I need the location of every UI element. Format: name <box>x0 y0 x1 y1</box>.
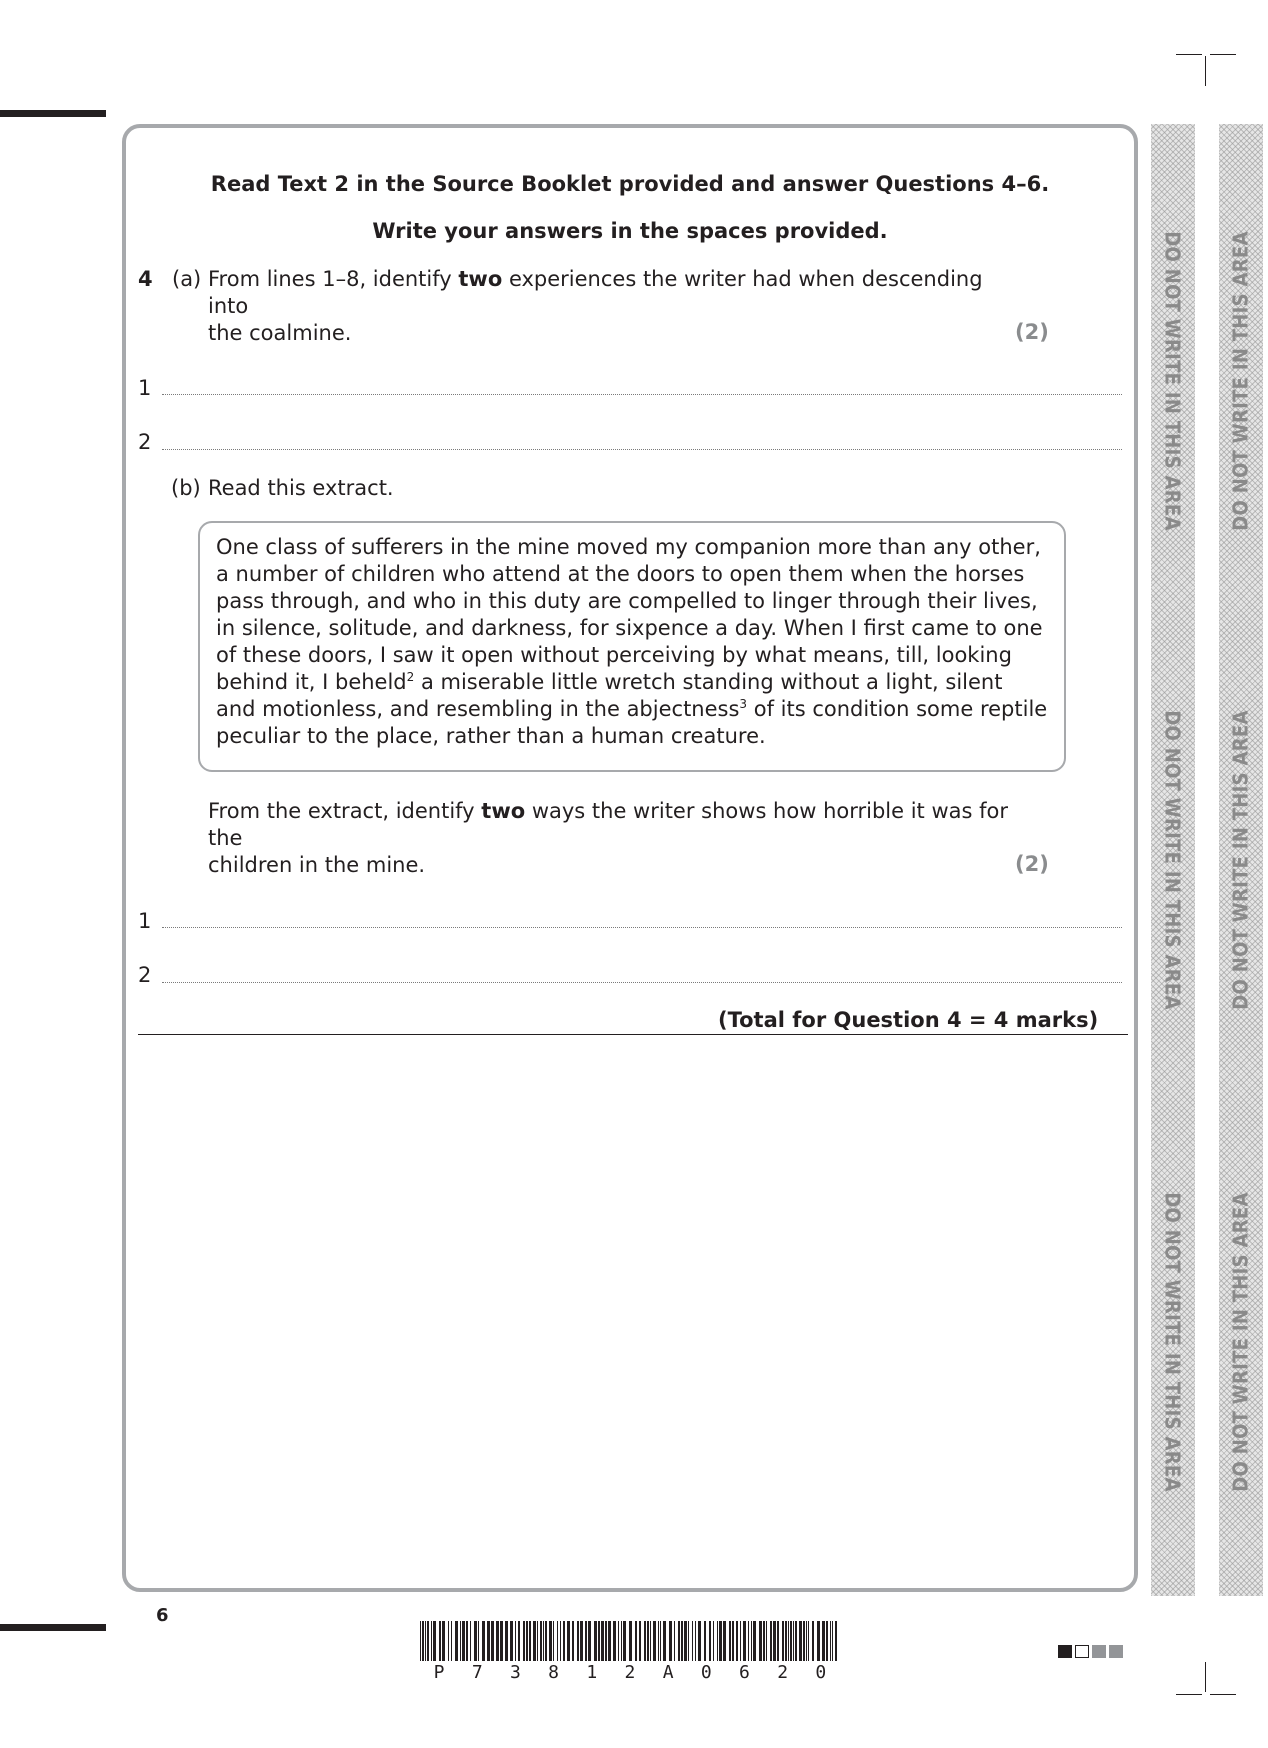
crop-mark <box>1176 54 1202 55</box>
margin-warning: DO NOT WRITE IN THIS AREA <box>1161 710 1185 1010</box>
barcode-bar <box>695 1621 696 1661</box>
barcode-bar <box>431 1621 432 1661</box>
part-a-label: (a) <box>172 267 202 291</box>
barcode-digit: 0 <box>700 1662 712 1683</box>
barcode-digits <box>420 1662 840 1683</box>
part-a-question: From lines 1–8, identify two experiences the writer had when descending into the coalmine. <box>208 267 983 345</box>
barcode-bar <box>523 1621 525 1661</box>
margin-warning: DO NOT WRITE IN THIS AREA <box>1161 1192 1185 1492</box>
barcode-bar <box>533 1621 536 1661</box>
barcode <box>420 1621 840 1661</box>
answer-label: 1 <box>138 376 152 400</box>
barcode-bar <box>766 1621 767 1661</box>
binding-mark-top <box>0 110 106 117</box>
page-indicator-box <box>1092 1645 1106 1658</box>
crop-mark <box>1210 54 1236 55</box>
barcode-bar <box>790 1621 792 1661</box>
part-b-intro: Read this extract. <box>208 476 394 500</box>
page-number: 6 <box>156 1605 169 1626</box>
crop-mark <box>1176 1694 1202 1695</box>
answer-line-b1[interactable] <box>162 927 1122 928</box>
barcode-bar <box>543 1621 544 1661</box>
barcode-bar <box>422 1621 424 1661</box>
barcode-bar <box>621 1621 622 1661</box>
barcode-bar <box>773 1621 776 1661</box>
barcode-bar <box>478 1621 479 1661</box>
barcode-bar <box>482 1621 485 1661</box>
barcode-bar <box>577 1621 579 1661</box>
extract-line: in silence, solitude, and darkness, for sixpence a day. When I first came to one <box>216 616 1043 640</box>
barcode-bar <box>549 1621 552 1661</box>
barcode-bar <box>743 1621 746 1661</box>
barcode-bar <box>537 1621 538 1661</box>
barcode-bar <box>462 1621 465 1661</box>
barcode-bar <box>658 1621 659 1661</box>
barcode-bar <box>557 1621 558 1661</box>
extract-line: behind it, I beheld$^2$ a miserable little wretch standing without a light, silent <box>216 670 1003 694</box>
margin-warning: DO NOT WRITE IN THIS AREA <box>1229 231 1253 531</box>
barcode-bar <box>608 1621 611 1661</box>
barcode-bar <box>560 1621 561 1661</box>
barcode-digit: 6 <box>739 1662 750 1683</box>
barcode-digit: A <box>662 1662 674 1683</box>
barcode-bar <box>585 1621 587 1661</box>
barcode-bar <box>660 1621 661 1661</box>
barcode-bar <box>515 1621 516 1661</box>
barcode-bar <box>540 1621 542 1661</box>
crop-mark <box>1205 1662 1206 1692</box>
crop-mark <box>1210 1694 1236 1695</box>
page-indicator-box <box>1058 1645 1072 1658</box>
barcode-bar <box>770 1621 772 1661</box>
total-marks: (Total for Question 4 = 4 marks) <box>718 1008 1099 1032</box>
barcode-bar <box>644 1621 646 1661</box>
barcode-bar <box>698 1621 701 1661</box>
barcode-bar <box>563 1621 565 1661</box>
barcode-bar <box>455 1621 458 1661</box>
barcode-bar <box>788 1621 789 1661</box>
total-divider <box>138 1034 1128 1035</box>
barcode-bar <box>799 1621 802 1661</box>
extract-text <box>216 534 1056 750</box>
question-number: 4 <box>138 267 153 291</box>
barcode-digit: 1 <box>586 1662 598 1683</box>
margin-warning: DO NOT WRITE IN THIS AREA <box>1229 1192 1253 1492</box>
barcode-bar <box>491 1621 494 1661</box>
barcode-bar <box>623 1621 626 1661</box>
part-b-marks: (2) <box>1015 852 1049 876</box>
barcode-bar <box>510 1621 513 1661</box>
page-indicator-box <box>1109 1645 1123 1658</box>
barcode-bar <box>663 1621 666 1661</box>
barcode-bar <box>826 1621 828 1661</box>
barcode-bar <box>709 1621 711 1661</box>
barcode-bar <box>594 1621 597 1661</box>
extract-line: pass through, and who in this duty are compelled to linger through their lives, <box>216 589 1038 613</box>
barcode-bar <box>782 1621 784 1661</box>
barcode-bar <box>736 1621 738 1661</box>
barcode-bar <box>639 1621 641 1661</box>
answer-line-a1[interactable] <box>162 394 1122 395</box>
barcode-bar <box>704 1621 706 1661</box>
extract-line: One class of sufferers in the mine moved my companion more than any other, <box>216 535 1041 559</box>
answer-label: 1 <box>138 909 152 933</box>
instruction-subheading: Write your answers in the spaces provided. <box>372 219 888 243</box>
barcode-bar <box>439 1621 441 1661</box>
barcode-bar <box>748 1621 749 1661</box>
barcode-bar <box>713 1621 714 1661</box>
barcode-bar <box>777 1621 779 1661</box>
barcode-bar <box>442 1621 445 1661</box>
barcode-bar <box>692 1621 693 1661</box>
barcode-bar <box>751 1621 752 1661</box>
barcode-bar <box>598 1621 600 1661</box>
barcode-bar <box>588 1621 591 1661</box>
barcode-bar <box>653 1621 656 1661</box>
instruction-heading: Read Text 2 in the Source Booklet provided and answer Questions 4–6. <box>210 172 1050 196</box>
barcode-bar <box>684 1621 687 1661</box>
barcode-bar <box>605 1621 607 1661</box>
barcode-bar <box>427 1621 429 1661</box>
barcode-bar <box>505 1621 508 1661</box>
barcode-digit: 2 <box>777 1662 789 1683</box>
barcode-bar <box>763 1621 765 1661</box>
barcode-bar <box>753 1621 756 1661</box>
barcode-bar <box>719 1621 722 1661</box>
footnote-marker: 3 <box>739 697 748 711</box>
barcode-bar <box>635 1621 637 1661</box>
barcode-bar <box>808 1621 809 1661</box>
barcode-bar <box>613 1621 616 1661</box>
page-indicator-box <box>1075 1645 1089 1658</box>
part-b-question: From the extract, identify two ways the writer shows how horrible it was for the children in the mine. <box>208 799 1008 877</box>
barcode-bar <box>740 1621 741 1661</box>
barcode-bar <box>717 1621 718 1661</box>
barcode-bar <box>647 1621 649 1661</box>
barcode-bar <box>822 1621 825 1661</box>
barcode-bar <box>629 1621 632 1661</box>
barcode-bar <box>487 1621 490 1661</box>
barcode-bar <box>729 1621 731 1661</box>
barcode-digit: 3 <box>510 1662 521 1683</box>
barcode-bar <box>567 1621 570 1661</box>
barcode-bar <box>433 1621 436 1661</box>
barcode-digit: 8 <box>548 1662 560 1683</box>
barcode-bar <box>572 1621 574 1661</box>
footnote-marker: 2 <box>406 670 415 684</box>
part-a-marks: (2) <box>1015 320 1049 344</box>
extract-line: of these doors, I saw it open without perceiving by what means, till, looking <box>216 643 1012 667</box>
answer-line-b2[interactable] <box>162 982 1122 983</box>
extract-line: and motionless, and resembling in the abjectness$^3$ of its condition some reptile <box>216 697 1048 721</box>
part-b-label: (b) <box>171 476 201 500</box>
barcode-bar <box>545 1621 547 1661</box>
barcode-bar <box>553 1621 554 1661</box>
barcode-bar <box>466 1621 468 1661</box>
barcode-bar <box>803 1621 805 1661</box>
barcode-bar <box>618 1621 619 1661</box>
barcode-bar <box>795 1621 797 1661</box>
barcode-digit: P <box>433 1662 445 1683</box>
barcode-bar <box>460 1621 461 1661</box>
barcode-bar <box>526 1621 528 1661</box>
barcode-bar <box>832 1621 833 1661</box>
barcode-bar <box>425 1621 426 1661</box>
barcode-bar <box>420 1621 421 1661</box>
barcode-bar <box>674 1621 675 1661</box>
barcode-bar <box>496 1621 499 1661</box>
barcode-bar <box>669 1621 672 1661</box>
answer-label: 2 <box>138 963 152 987</box>
barcode-bar <box>806 1621 807 1661</box>
barcode-bar <box>650 1621 651 1661</box>
barcode-bar <box>785 1621 787 1661</box>
barcode-bar <box>518 1621 520 1661</box>
barcode-bar <box>451 1621 452 1661</box>
barcode-bar <box>474 1621 477 1661</box>
barcode-bar <box>500 1621 503 1661</box>
barcode-digit: 7 <box>471 1662 483 1683</box>
barcode-bar <box>580 1621 583 1661</box>
barcode-digit: 0 <box>815 1662 827 1683</box>
barcode-bar <box>678 1621 680 1661</box>
barcode-bar <box>812 1621 814 1661</box>
barcode-bar <box>470 1621 471 1661</box>
barcode-bar <box>688 1621 689 1661</box>
barcode-bar <box>723 1621 726 1661</box>
barcode-bar <box>793 1621 794 1661</box>
extract-line: a number of children who attend at the doors to open them when the horses <box>216 562 1025 586</box>
barcode-bar <box>601 1621 604 1661</box>
margin-warning: DO NOT WRITE IN THIS AREA <box>1161 231 1185 531</box>
answer-label: 2 <box>138 430 152 454</box>
answer-line-a2[interactable] <box>162 449 1122 450</box>
barcode-bar <box>830 1621 831 1661</box>
barcode-digit: 2 <box>624 1662 636 1683</box>
barcode-bar <box>732 1621 734 1661</box>
barcode-bar <box>448 1621 449 1661</box>
margin-warning: DO NOT WRITE IN THIS AREA <box>1229 710 1253 1010</box>
barcode-bar <box>759 1621 762 1661</box>
binding-mark-bottom <box>0 1624 106 1631</box>
barcode-bar <box>835 1621 837 1661</box>
barcode-bar <box>681 1621 683 1661</box>
barcode-bar <box>817 1621 820 1661</box>
extract-line: peculiar to the place, rather than a human creature. <box>216 724 766 748</box>
crop-mark <box>1205 56 1206 86</box>
barcode-bar <box>529 1621 531 1661</box>
